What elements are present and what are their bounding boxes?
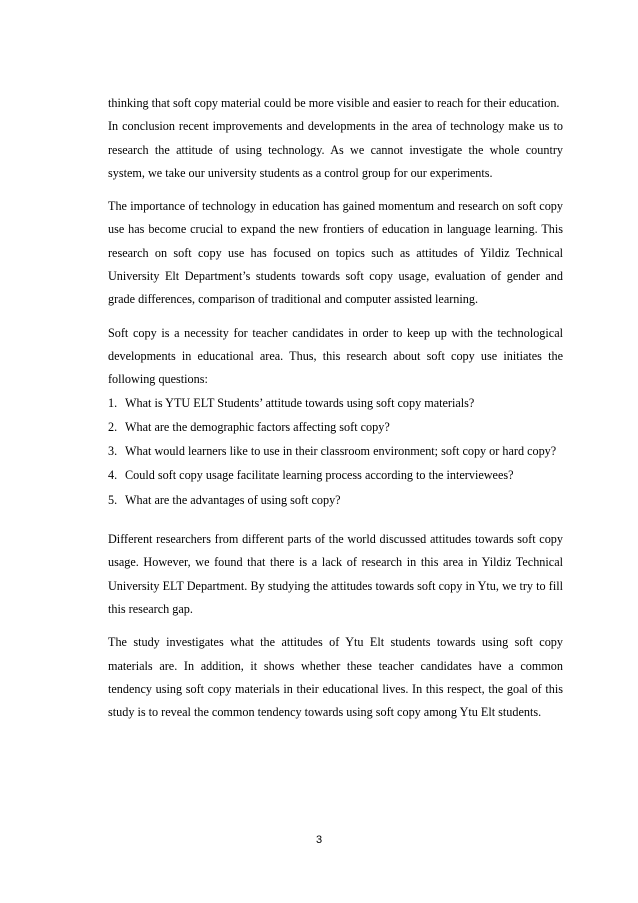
importance-paragraph: The importance of technology in education has gained momentum and research on soft copy use has become crucial to expand the new frontiers of education in language learning. This research on soft copy use has focused on topics such as attitudes of Yildiz Technical University Elt Department’s students towards soft copy usage, evaluation of gender and grade differences, comparison of traditional and computer assisted learning.: [108, 199, 563, 307]
study-paragraph: The study investigates what the attitudes of Ytu Elt students towards using soft copy materials are. In addition, it shows whether these teacher candidates have a common tendency using soft copy materials in their educational lives. In this respect, the goal of this study is to reveal the common tendency towards using soft copy among Ytu Elt students.: [108, 635, 563, 720]
research-questions-list: [108, 392, 563, 512]
page-number: 3: [315, 834, 323, 846]
list-item: [108, 440, 563, 463]
document-body: [108, 92, 563, 724]
list-item: [108, 416, 563, 439]
conclusion-paragraph: In conclusion recent improvements and developments in the area of technology make us to research the attitude of using technology. As we cannot investigate the whole country system, we take our university students as a control group for our experiments.: [108, 119, 563, 180]
continuation-paragraph: thinking that soft copy material could be more visible and easier to reach for their education.: [108, 96, 560, 110]
list-item-number: 4.: [108, 468, 118, 483]
list-item-text: What is YTU ELT Students’ attitude towards using soft copy materials?: [125, 395, 475, 410]
necessity-paragraph: Soft copy is a necessity for teacher candidates in order to keep up with the technological developments in educational area. Thus, this research about soft copy use initiates the following questions:: [108, 325, 563, 387]
list-item-number: 1.: [108, 395, 118, 410]
list-item: [108, 464, 563, 487]
list-item-text: Could soft copy usage facilitate learning process according to the interviewees?: [125, 468, 514, 483]
list-item-text: What are the advantages of using soft copy?: [125, 492, 341, 507]
list-item-text: What are the demographic factors affecting soft copy?: [125, 419, 390, 434]
list-item-number: 5.: [108, 492, 118, 507]
list-item: [108, 392, 563, 415]
researchers-paragraph: Different researchers from different parts of the world discussed attitudes towards soft copy usage. However, we found that there is a lack of research in this area in Yildiz Technical University ELT Department. By studying the attitudes towards soft copy in Ytu, we try to fill this research gap.: [108, 532, 563, 616]
list-item-number: 2.: [108, 419, 118, 434]
list-item-text: What would learners like to use in their classroom environment; soft copy or hard copy?: [125, 444, 557, 459]
list-item-number: 3.: [108, 444, 118, 459]
list-item: [108, 489, 563, 512]
